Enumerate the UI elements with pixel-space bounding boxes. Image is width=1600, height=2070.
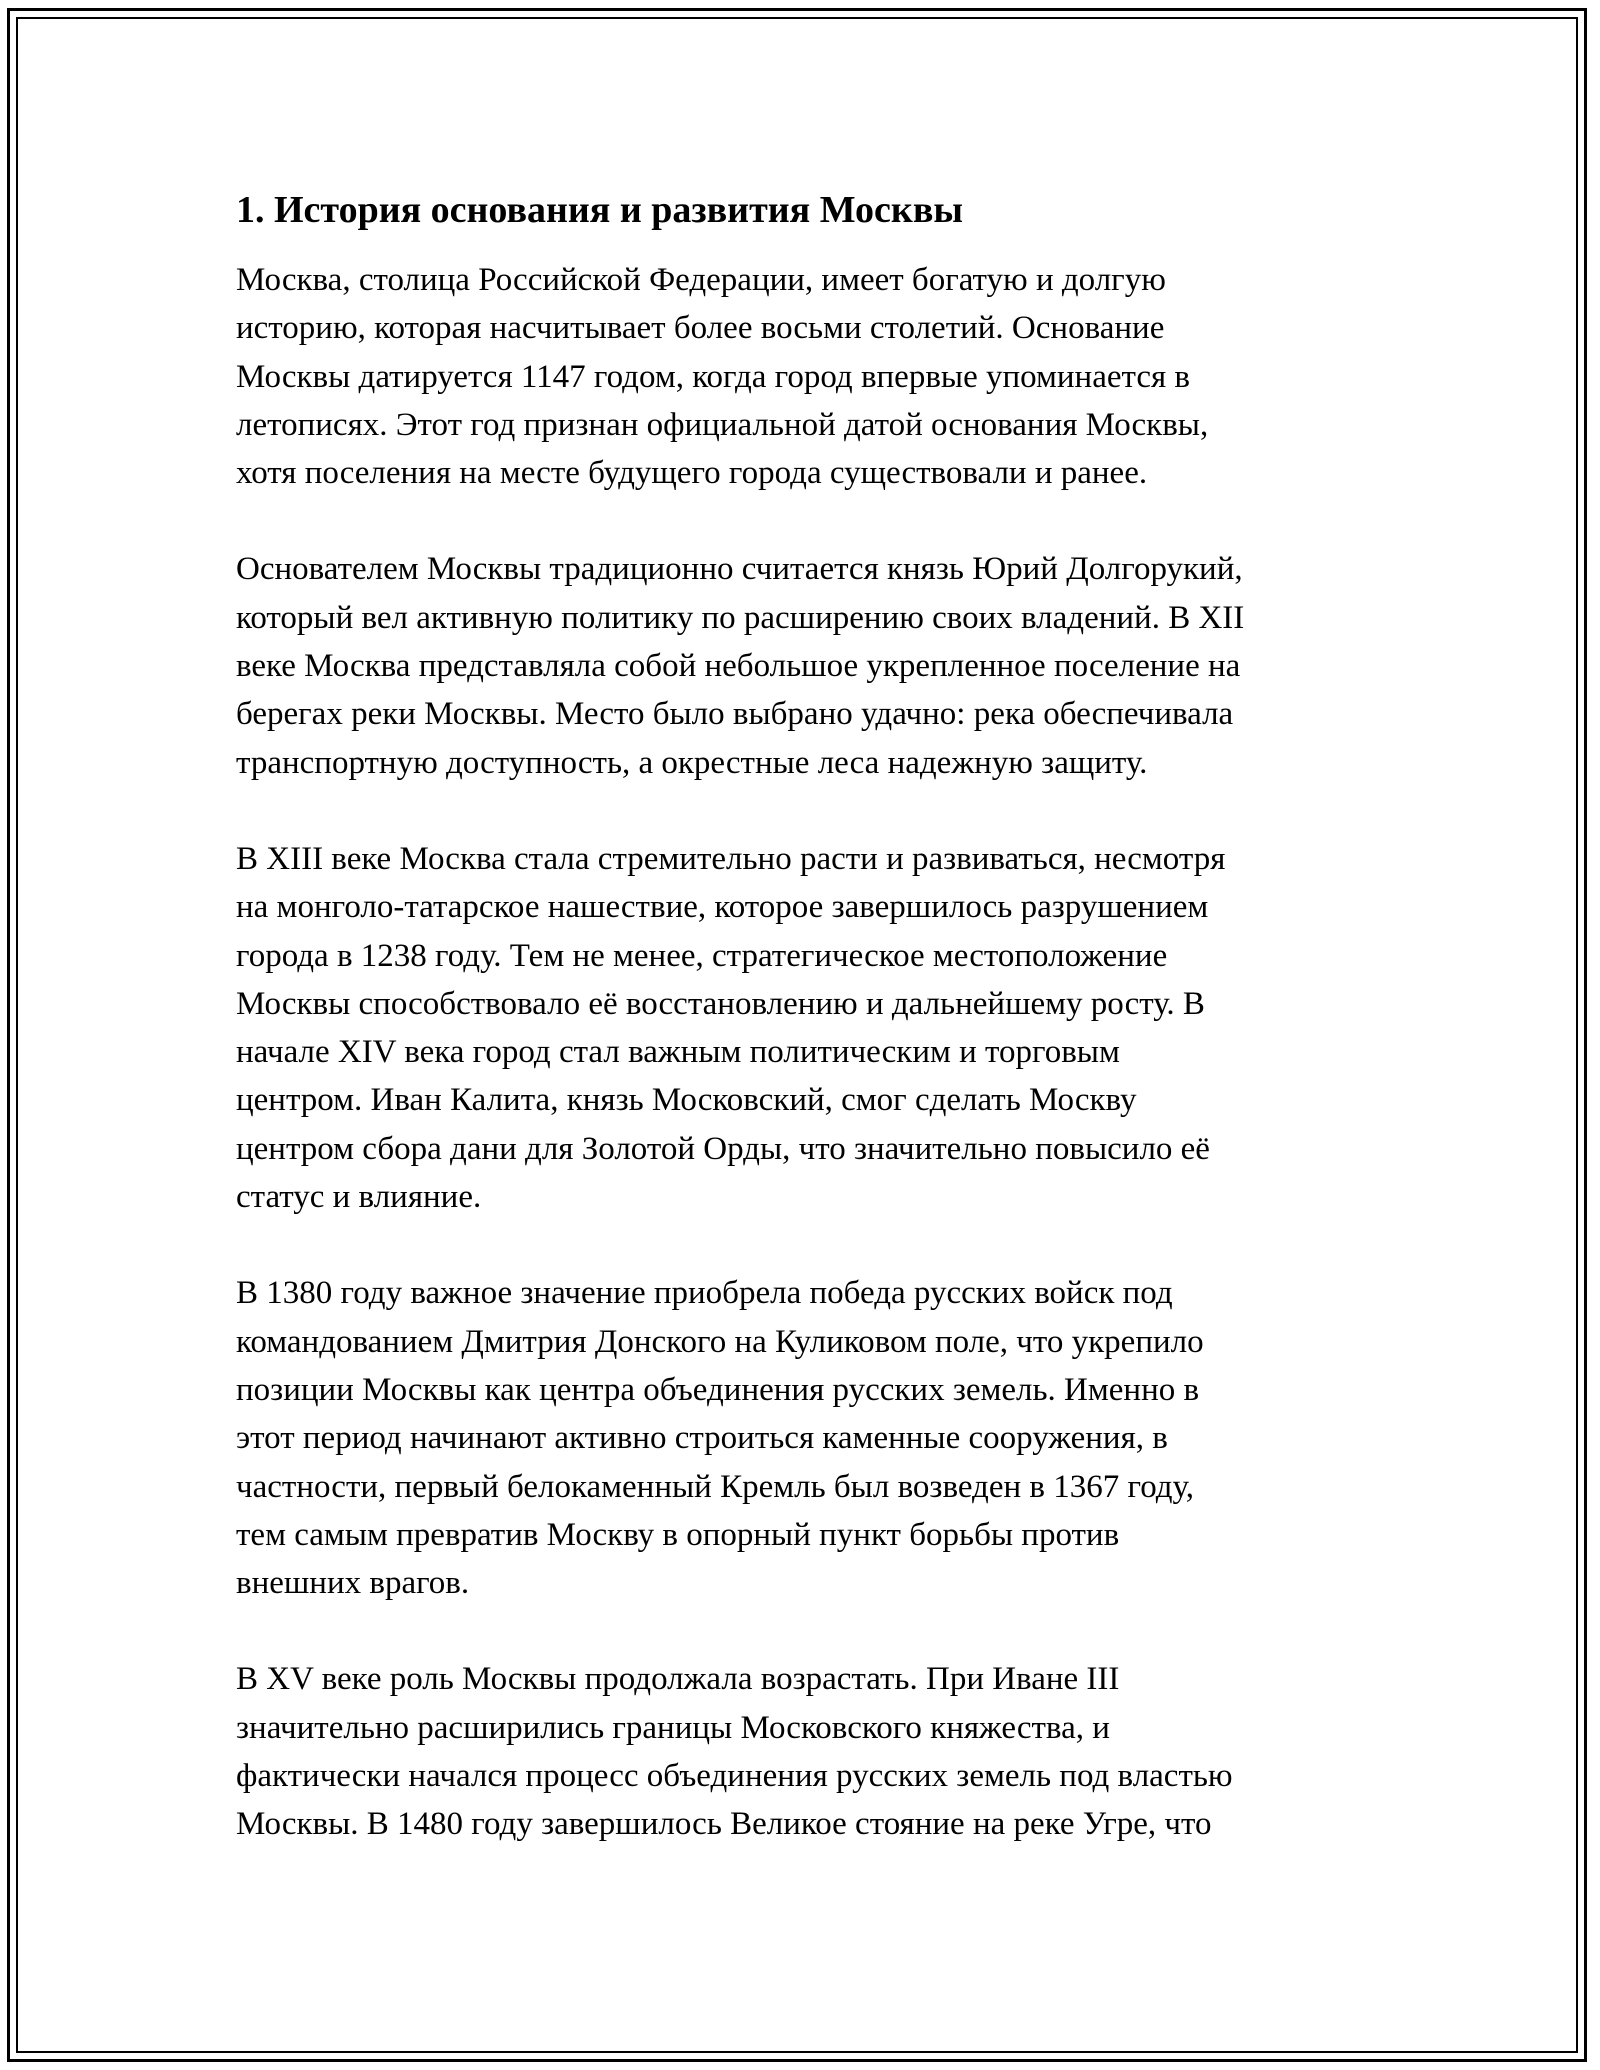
paragraph-1: [236, 256, 1366, 497]
text-line: В 1380 году важное значение приобрела победа русских войск под: [236, 1275, 1173, 1312]
text-line: на монголо-татарское нашествие, которое завершилось разрушением: [236, 889, 1209, 926]
text-line: тем самым превратив Москву в опорный пункт борьбы против: [236, 1516, 1120, 1553]
text-line: значительно расширились границы Московского княжества, и: [236, 1709, 1110, 1746]
text-line: начале XIV века город стал важным политическим и торговым: [236, 1034, 1120, 1071]
text-line: летописях. Этот год признан официальной датой основания Москвы,: [236, 406, 1209, 443]
text-line: командованием Дмитрия Донского на Куликовом поле, что укрепило: [236, 1323, 1204, 1360]
text-line: фактически начался процесс объединения русских земель под властью: [236, 1758, 1233, 1795]
text-line: частности, первый белокаменный Кремль был возведен в 1367 году,: [236, 1468, 1194, 1505]
text-line: транспортную доступность, а окрестные леса надежную защиту.: [236, 744, 1148, 781]
section-heading: 1. История основания и развития Москвы: [236, 189, 964, 231]
document-body: [236, 186, 1366, 1897]
text-line: Основателем Москвы традиционно считается князь Юрий Долгорукий,: [236, 551, 1243, 588]
text-line: веке Москва представляла собой небольшое укрепленное поселение на: [236, 648, 1241, 685]
text-line: берегах реки Москвы. Место было выбрано удачно: река обеспечивала: [236, 696, 1234, 733]
text-line: Москвы способствовало её восстановлению и дальнейшему росту. В: [236, 985, 1205, 1022]
text-line: хотя поселения на месте будущего города существовали и ранее.: [236, 455, 1148, 492]
text-line: центром. Иван Калита, князь Московский, смог сделать Москву: [236, 1082, 1137, 1119]
paragraph-5: [236, 1655, 1366, 1848]
paragraph-4: [236, 1269, 1366, 1607]
text-line: который вел активную политику по расширению своих владений. В XII: [236, 599, 1245, 636]
text-line: В XV веке роль Москвы продолжала возрастать. При Иване III: [236, 1661, 1120, 1698]
text-line: этот период начинают активно строиться каменные сооружения, в: [236, 1420, 1168, 1457]
text-line: Москва, столица Российской Федерации, имеет богатую и долгую: [236, 262, 1166, 298]
text-line: внешних врагов.: [236, 1565, 470, 1602]
text-line: города в 1238 году. Тем не менее, стратегическое местоположение: [236, 937, 1168, 974]
text-line: Москвы. В 1480 году завершилось Великое стояние на реке Угре, что: [236, 1806, 1212, 1843]
paragraph-3: [236, 835, 1366, 1221]
text-line: центром сбора дани для Золотой Орды, что значительно повысило её: [236, 1130, 1210, 1167]
paragraph-2: [236, 545, 1366, 786]
text-line: позиции Москвы как центра объединения русских земель. Именно в: [236, 1371, 1200, 1408]
text-line: статус и влияние.: [236, 1179, 482, 1216]
text-line: В XIII веке Москва стала стремительно расти и развиваться, несмотря: [236, 840, 1226, 877]
text-line: Москвы датируется 1147 годом, когда город впервые упоминается в: [236, 358, 1190, 395]
text-line: историю, которая насчитывает более восьми столетий. Основание: [236, 310, 1165, 347]
